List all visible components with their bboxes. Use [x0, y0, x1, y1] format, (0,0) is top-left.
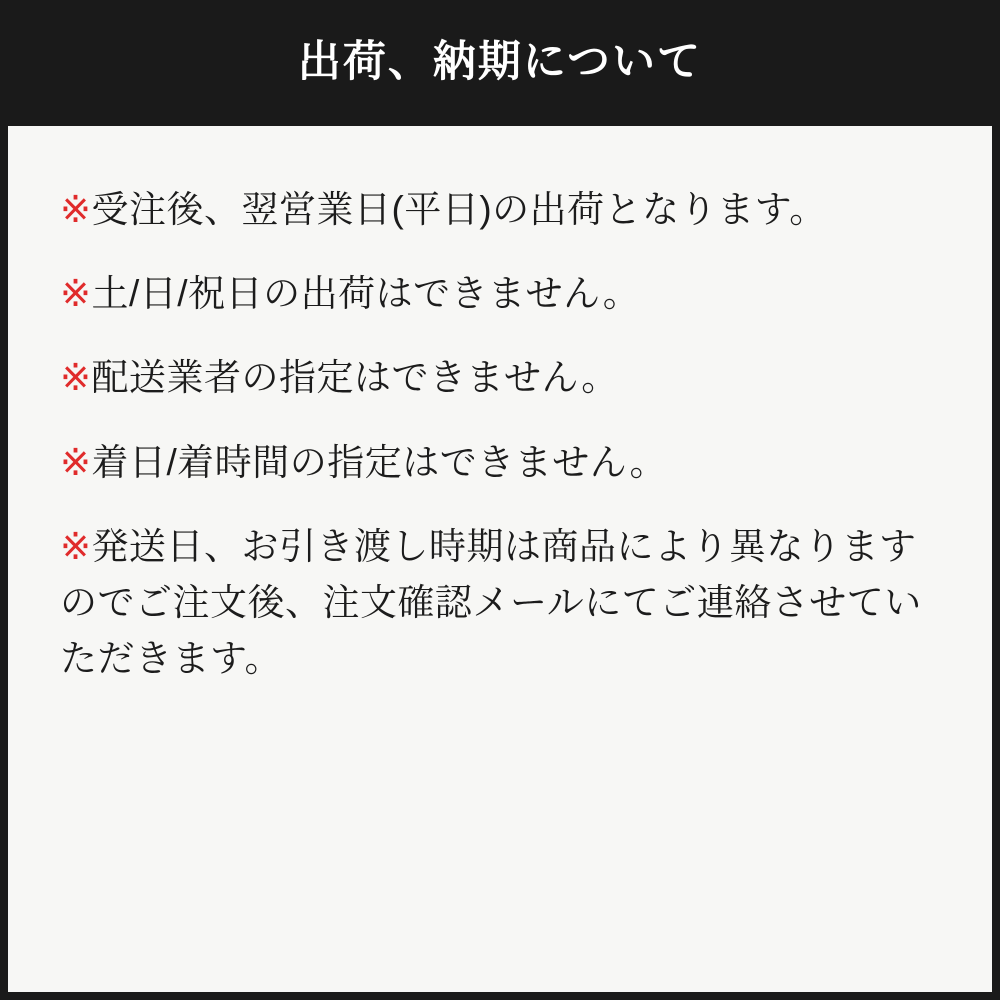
asterisk-mark-icon: ※	[60, 357, 92, 399]
page-title: 出荷、納期について	[297, 38, 703, 87]
list-item	[60, 266, 940, 322]
banner-header	[0, 0, 1000, 126]
list-item	[60, 182, 940, 238]
asterisk-mark-icon: ※	[60, 273, 92, 315]
list-item-text: 配送業者の指定はできません。	[91, 357, 619, 399]
list-item	[60, 350, 940, 406]
list-item-text: 土/日/祝日の出荷はできません。	[91, 273, 641, 315]
list-item-text: 受注後、翌営業日(平日)の出荷となります。	[91, 189, 827, 230]
list-item-text: 発送日、お引き渡し時期は商品により異なりますのでご注文後、注文確認メールにてご連絡させていただきます。	[60, 525, 922, 680]
notice-list	[60, 182, 940, 688]
notice-card	[8, 126, 992, 992]
list-item-text: 着日/着時間の指定はできません。	[91, 441, 668, 483]
asterisk-mark-icon: ※	[60, 525, 92, 567]
list-item	[60, 435, 940, 491]
asterisk-mark-icon: ※	[60, 441, 92, 483]
asterisk-mark-icon: ※	[60, 189, 92, 230]
list-item	[60, 519, 940, 688]
